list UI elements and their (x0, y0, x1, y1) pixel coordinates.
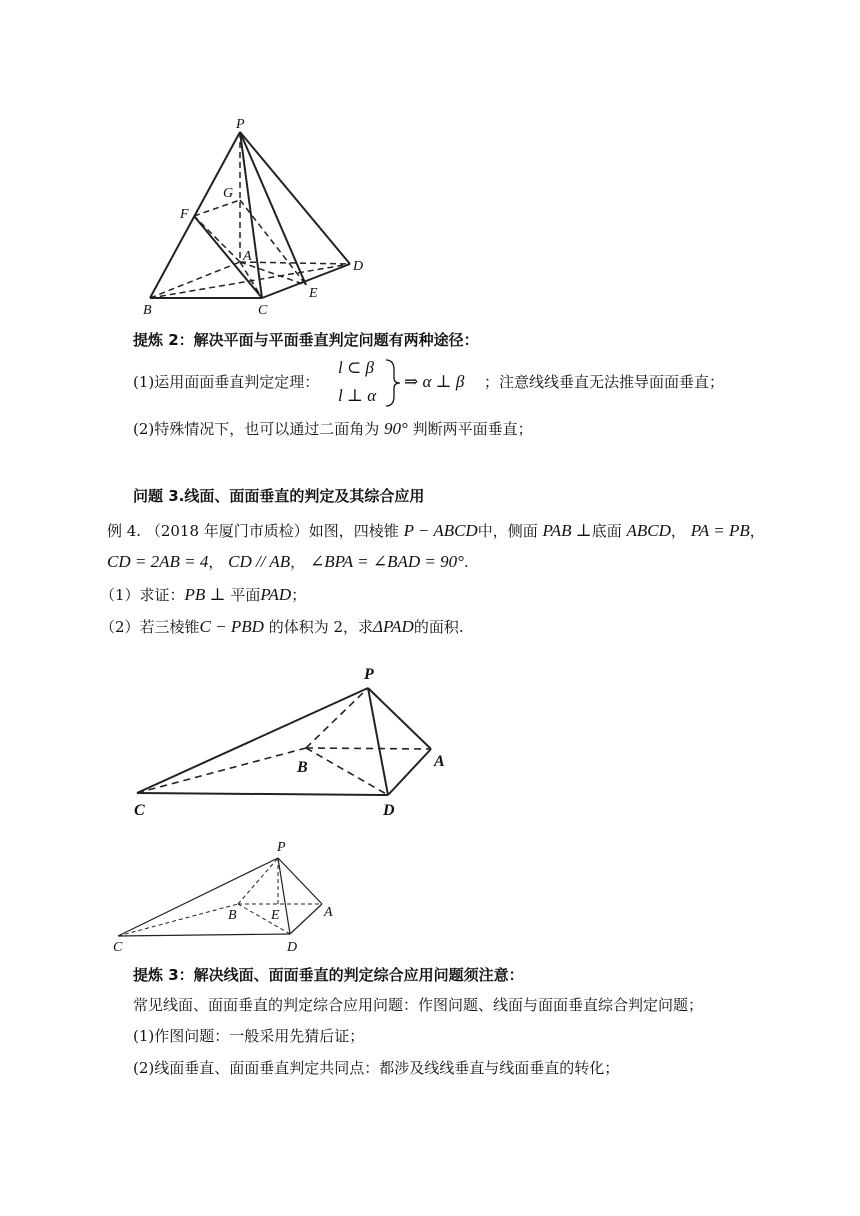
fig2-label-P: P (364, 666, 374, 683)
tilian2-item1: (1)运用面面垂直判定定理： (133, 373, 320, 391)
fig1-label-A: A (243, 249, 252, 264)
tilian3-heading: 提炼 3：解决线面、面面垂直的判定综合应用问题须注意： (133, 966, 524, 984)
tilian2-item1-suffix: ；注意线线垂直无法推导面面垂直； (484, 373, 725, 391)
fig3-label-P: P (277, 840, 286, 855)
example4-line2: CD = 2AB = 4， CD // AB， ∠BPA = ∠BAD = 90°. (107, 552, 469, 571)
example4-line1: 例 4. （2018 年厦门市质检）如图，四棱锥 P − ABCD中，侧面 PAB ⊥底面 ABCD， PA = PB， (107, 521, 765, 540)
tilian2-cond1: l ⊂ β (338, 358, 374, 377)
problem3-title: 问题 3.线面、面面垂直的判定及其综合应用 (133, 487, 425, 505)
fig1-label-D: D (353, 259, 364, 274)
tilian2-heading: 提炼 2：解决平面与平面垂直判定问题有两种途径： (133, 331, 479, 349)
tilian3-line1: 常见线面、面面垂直的判定综合应用问题：作图问题、线面与面面垂直综合判定问题； (133, 996, 704, 1014)
fig3-label-C: C (113, 940, 123, 955)
fig1-label-F: F (180, 207, 189, 222)
fig3-label-A: A (324, 905, 333, 920)
tilian3-line2: (1)作图问题：一般采用先猜后证； (133, 1027, 365, 1045)
fig2-label-C: C (134, 802, 145, 819)
fig1-label-G: G (223, 186, 234, 201)
tilian2-cond2: l ⊥ α (338, 386, 377, 405)
tilian2-implies: ⇒ α ⊥ β (404, 372, 465, 391)
fig1-label-C: C (258, 303, 268, 318)
tilian3-line3: (2)线面垂直、面面垂直判定共同点：都涉及线线垂直与线面垂直的转化； (133, 1059, 620, 1077)
example4-q2: （2）若三棱锥C − PBD 的体积为 2，求ΔPAD的面积. (100, 617, 464, 636)
fig2-label-A: A (434, 753, 445, 770)
fig3-label-D: D (287, 940, 298, 955)
fig1-label-B: B (143, 303, 152, 318)
fig3-label-E: E (271, 908, 280, 923)
fig2-label-B: B (297, 759, 308, 776)
fig2-label-D: D (383, 802, 395, 819)
example4-q1: （1）求证：PB ⊥ 平面PAD； (100, 585, 307, 604)
fig1-label-E: E (309, 286, 318, 301)
fig1-label-P: P (236, 117, 245, 132)
tilian2-item2: (2)特殊情况下，也可以通过二面角为 90° 判断两平面垂直； (133, 419, 533, 438)
fig3-label-B: B (228, 908, 237, 923)
